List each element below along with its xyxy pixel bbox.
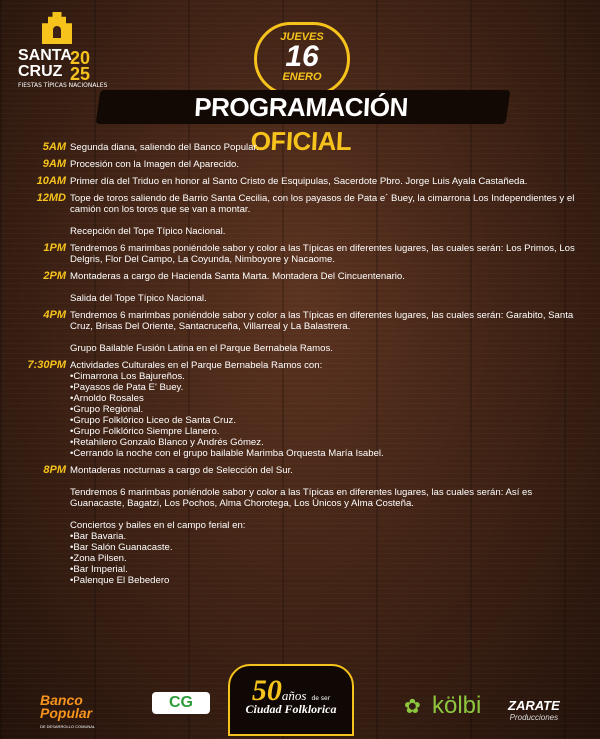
schedule-time: 2PM (43, 270, 66, 282)
list-item: • Bar Bavaria. (70, 531, 582, 542)
day-name: JUEVES (280, 31, 324, 43)
schedule-paragraph: Primer día del Triduo en honor al Santo Cristo de Esquipulas, Sacerdote Pbro. Jorge Luis Ayala Castañeda. (70, 176, 528, 187)
schedule-description (70, 176, 582, 187)
list-item: • Bar Salón Guanacaste. (70, 542, 582, 553)
schedule-paragraph: Tendremos 6 marimbas poniéndole sabor y color a las Típicas en diferentes lugares, las cuales serán: Garabito, Santa Cruz, Brisas Del Oriente, Santacruceña, Villarreal y La Balastrera. (70, 310, 574, 332)
logo-text: SANTA CRUZ (18, 47, 72, 80)
list-item: • Cerrando la noche con el grupo bailable Marimba Orquesta María Isabel. (70, 448, 582, 459)
list-item: • Zona Pilsen. (70, 553, 582, 564)
schedule-paragraph: Tendremos 6 marimbas poniéndole sabor y color a las Típicas en diferentes lugares, las cuales serán: Los Primos, Los Delgris, Flor Del Campo, La Coyunda, Nimboyore y Nacaome. (70, 243, 575, 265)
schedule-description (70, 310, 582, 354)
schedule-description (70, 360, 582, 459)
castle-icon (42, 12, 72, 44)
schedule-paragraph: Segunda diana, saliendo del Banco Popular. (70, 142, 259, 153)
schedule-row (0, 193, 600, 237)
logo-subtitle: FIESTAS TÍPICAS NACIONALES (18, 82, 108, 89)
schedule-paragraph: Montaderas nocturnas a cargo de Selección del Sur. (70, 465, 293, 476)
schedule-row (0, 465, 600, 586)
logo-year: 20 25 (70, 48, 91, 84)
schedule-list (70, 531, 582, 586)
schedule-description (70, 465, 582, 586)
date-badge (254, 22, 350, 96)
schedule-row (0, 271, 600, 304)
kolbi-icon: ✿ (404, 694, 421, 718)
santa-cruz-2025-logo (18, 12, 108, 102)
schedule-paragraph: Conciertos y bailes en el campo ferial en: (70, 520, 246, 531)
schedule-intro: Actividades Culturales en el Parque Bernabela Ramos con: (70, 360, 323, 371)
schedule-time: 8PM (43, 464, 66, 476)
schedule-paragraph: Tendremos 6 marimbas poniéndole sabor y color a las Típicas en diferentes lugares, las cuales serán: Así es Guanacaste, Bagatzi, Los Pochos, Alma Chorotega, Los Únicos y Alma Costeña. (70, 487, 533, 509)
schedule-list (70, 371, 582, 459)
month-name: ENERO (282, 71, 322, 83)
schedule-time: 1PM (43, 242, 66, 254)
schedule-paragraph: Procesión con la Imagen del Aparecido. (70, 159, 240, 170)
schedule-row (0, 142, 600, 153)
schedule-paragraph: Grupo Bailable Fusión Latina en el Parque Bernabela Ramos. (70, 343, 333, 354)
list-item: • Grupo Regional. (70, 404, 582, 415)
list-item: • Palenque El Bebedero (70, 575, 582, 586)
schedule-row (0, 243, 600, 265)
schedule-time: 5AM (42, 141, 66, 153)
list-item: • Grupo Folklórico Siempre Llanero. (70, 426, 582, 437)
title-main: PROGRAMACIÓN (191, 92, 410, 122)
list-item: • Payasos de Pata E' Buey. (70, 382, 582, 393)
list-item: • Bar Imperial. (70, 564, 582, 575)
schedule-time: 7:30PM (27, 359, 66, 371)
cg-logo: CG (152, 692, 210, 714)
schedule-row (0, 159, 600, 170)
list-item: • Cimarrona Los Bajureños. (70, 371, 582, 382)
schedule-description (70, 243, 582, 265)
list-item: • Retahilero Gonzalo Blanco y Andrés Gómez. (70, 437, 582, 448)
schedule-description (70, 271, 582, 304)
schedule-time: 9AM (42, 158, 66, 170)
schedule-time: 12MD (36, 192, 66, 204)
schedule-row (0, 310, 600, 354)
schedule-description (70, 159, 582, 170)
sponsors-footer (0, 662, 600, 739)
schedule-paragraph: Montaderas a cargo de Hacienda Santa Marta. Montadera Del Cincuentenario. (70, 271, 405, 282)
schedule-description (70, 193, 582, 237)
schedule (0, 142, 600, 592)
schedule-time: 10AM (36, 175, 66, 187)
list-item: • Arnoldo Rosales (70, 393, 582, 404)
schedule-row (0, 360, 600, 459)
schedule-description (70, 142, 582, 153)
schedule-paragraph: Recepción del Tope Típico Nacional. (70, 226, 226, 237)
banco-popular-logo: Banco Popular DE DESARROLLO COMUNAL (40, 692, 96, 729)
kolbi-logo: ✿ kölbi (404, 692, 482, 719)
day-number: 16 (285, 40, 319, 73)
title-accent: OFICIAL (248, 126, 353, 156)
schedule-paragraph: Salida del Tope Típico Nacional. (70, 293, 207, 304)
zarate-logo: ZARATE Producciones (508, 698, 560, 722)
anniversary-emblem: 50años de ser Ciudad Folklorica (228, 664, 354, 736)
schedule-time: 4PM (43, 309, 66, 321)
schedule-paragraph: Tope de toros saliendo de Barrio Santa Cecilia, con los payasos de Pata e´ Buey, la cimarrona Los Independientes y el camión con los toros que se van a montar. (70, 193, 575, 215)
schedule-row (0, 176, 600, 187)
list-item: • Grupo Folklórico Liceo de Santa Cruz. (70, 415, 582, 426)
